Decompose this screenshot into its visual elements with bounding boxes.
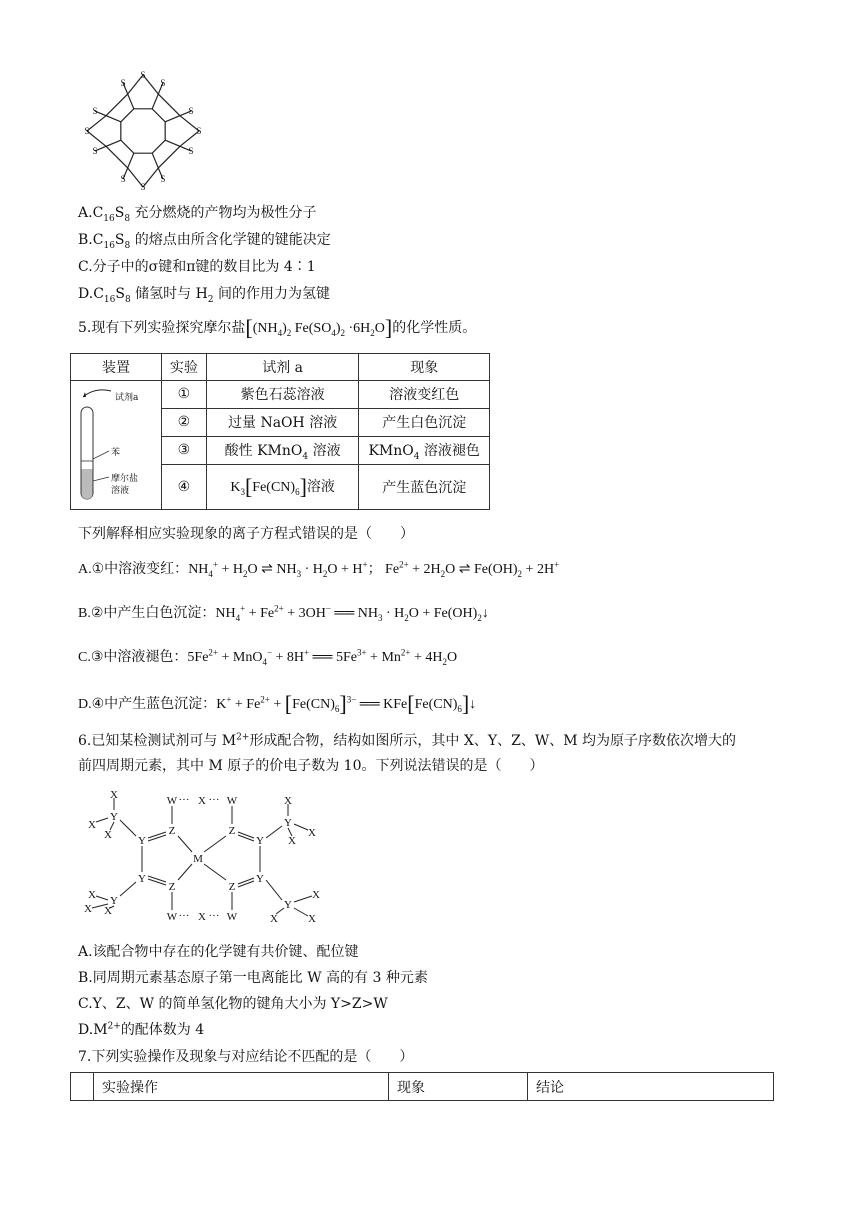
atom-x: X [104,829,112,841]
q5-formula: [$(NH_4)_2$ $Fe(SO_4)_2 \cdot 6H_2O$] [245,315,393,340]
sulfur-atom: S [188,106,194,117]
bond [294,824,308,830]
hydrogen-bond-dots: ··· [178,794,190,806]
label-reagent-a: 试剂a [115,393,139,403]
atom-y: Y [284,899,292,911]
bond [120,820,136,836]
bond [148,835,166,841]
q7-header-operation: 实验操作 [94,1073,389,1101]
bond [152,153,158,168]
sulfur-atom: S [188,145,194,156]
bond [158,94,180,116]
atom-x: X [88,889,96,901]
q7-stem: 7.下列实验操作及现象与对应结论不匹配的是（ ） [78,1049,414,1065]
bond [165,140,180,146]
atom-w: W [226,795,238,807]
atom-x: X [288,835,296,847]
sulfur-atom: S [120,77,126,88]
bond [238,881,254,887]
atom-x: X [110,790,118,801]
sulfur-atom: S [92,145,98,156]
bond [238,878,254,884]
bond [204,836,226,852]
atom-x: X [284,795,292,807]
atom-z: Z [168,881,176,893]
sulfur-atom: S [92,106,98,117]
q5-header-apparatus: 装置 [71,354,162,381]
atom-z: Z [228,881,236,893]
atom-x: X [198,911,206,923]
q6-option-b: B.同周期元素基态原子第一电离能比 W 高的有 3 种元素 [78,970,428,986]
atom-z: Z [228,825,236,837]
q4-option-a: $A.C_{16}S_8$ 充分燃烧的产物均为极性分子 [78,205,317,224]
q7-header-conclusion: 结论 [528,1073,774,1101]
label-salt: 摩尔盐 [111,474,139,484]
q5-table [70,353,490,510]
bond [106,140,121,146]
bond [106,94,128,116]
bond [120,882,136,896]
bond [96,818,108,822]
atom-w: W [166,795,178,807]
q6-option-d: $D.M^{2+}$的配体数为 4 [78,1021,205,1038]
bond [128,94,134,109]
atom-x: X [270,913,278,925]
q5-row2-reagent: 过量 NaOH 溶液 [206,408,359,436]
bond [87,116,106,131]
bond [294,896,312,902]
bond [148,832,166,838]
atom-x: X [308,827,316,839]
atom-w: W [166,911,178,923]
atom-x: X [198,795,206,807]
atom-y: Y [284,817,292,829]
q5-row2-num: ② [161,408,206,436]
bond [178,836,192,852]
complex-atoms [84,790,320,925]
hydrogen-bond-dots: ··· [208,910,220,922]
c16s8-structure [76,68,210,194]
bond [87,131,106,146]
sulfur-atom: S [84,126,90,136]
q5-question: 下列解释相应实验现象的离子方程式错误的是（ ） [78,526,414,542]
atom-x: X [104,905,112,917]
q6-option-a: A.该配合物中存在的化学键有共价键、配位键 [78,944,359,960]
atom-m: M [193,853,203,865]
bond [148,879,166,885]
q5-row3-phenomenon: KMnO$_4$ 溶液褪色 [359,436,490,464]
bond [266,880,282,900]
q5-apparatus-cell [71,381,162,510]
q5-row1-reagent: 紫色石蕊溶液 [206,381,359,409]
bond [178,864,192,880]
hydrogen-bond-dots: ··· [178,910,190,922]
sulfur-atom: S [140,182,146,192]
bond [266,826,282,838]
bond [238,832,254,838]
atom-x: X [308,913,316,925]
q5-row2-phenomenon: 产生白色沉淀 [359,408,490,436]
sulfur-atom: S [140,70,146,80]
q5-option-b: B.②中产生白色沉淀：$NH_4^+ + Fe^{2+} + 3OH^-$ ══ $NH_3 \cdot H_2O$ + $Fe(OH)_2↓$ [78,603,489,623]
bond [204,864,226,880]
bond [294,908,308,916]
atom-x: X [84,903,92,915]
bond [148,876,166,882]
hydrogen-bond-dots: ··· [208,794,220,806]
q4-option-c: C.分子中的σ键和π键的数目比为 4∶1 [78,259,316,275]
q5-row1-phenomenon: 溶液变红色 [359,381,490,409]
q7-header-index [71,1073,94,1101]
bond [106,146,128,168]
q6-option-c: C.Y、Z、W 的简单氢化物的键角大小为 Y>Z>W [78,996,388,1012]
label-benzene: 苯 [111,448,121,458]
atom-y: Y [138,835,146,847]
q5-header-reagent: 试剂 a [206,354,359,381]
q5-row4-reagent: $K_3[Fe(CN)_6]$溶液 [206,464,359,509]
q4-option-b: $B.C_{16}S_8$ 的熔点由所含化学键的键能决定 [78,232,331,251]
q5-row3-num: ③ [161,436,206,464]
bond [106,116,121,122]
q5-stem: 5.现有下列实验探究摩尔盐[$(NH_4)_2$ $Fe(SO_4)_2 \cdot 6H_2O$]的化学性质。 [78,315,477,340]
q6-stem-line1: 6.已知某检测试剂可与 $M^{2+}$形成配合物，结构如图所示，其中 X、Y、Z、W、M 均为原子序数依次增大的 [78,732,736,749]
q6-stem-line2: 前四周期元素，其中 M 原子的价电子数为 10。下列说法错误的是（ ） [78,758,544,774]
c16s8-bonds [87,75,202,187]
bond [165,116,180,122]
q5-row1-num: ① [161,381,206,409]
q5-row4-num: ④ [161,464,206,509]
atom-z: Z [168,825,176,837]
atom-y: Y [256,873,264,885]
sulfur-atom: S [196,126,202,136]
q5-option-c: C.③中溶液褪色：$5Fe^{2+} + MnO_4^- + 8H^+$ ══ $5Fe^{3+} + Mn^{2+} + 4H_2O$ [78,647,458,667]
atom-y: Y [256,835,264,847]
sulfur-atom: S [160,174,166,185]
atom-y: Y [110,895,118,907]
q7-header-phenomenon: 现象 [389,1073,528,1101]
q5-row4-phenomenon: 产生蓝色沉淀 [359,464,490,509]
q5-option-a: A.①中溶液变红：$NH_4^+ + H_2O$ ⇌ $NH_3 \cdot H_2O + H^+$； $Fe^{2+} + 2H_2O$ ⇌ $Fe(OH)_2 + 2H^+$ [78,559,560,579]
atom-y: Y [138,873,146,885]
q5-header-phenomenon: 现象 [359,354,490,381]
atom-x: X [88,819,96,831]
q7-table [70,1072,774,1101]
sulfur-atom: S [160,77,166,88]
bond [96,896,108,900]
atom-w: W [226,911,238,923]
q4-option-d: $D.C_{16}S_8$ 储氢时与 $H_2$ 间的作用力为氢键 [78,286,330,305]
bond [128,153,134,168]
bond [152,94,158,109]
sulfur-atom: S [120,174,126,185]
complex-structure [78,790,338,926]
bond [238,835,254,841]
atom-x: X [312,889,320,901]
label-solution: 溶液 [111,486,130,496]
bond [158,146,180,168]
c16s8-atoms [84,70,201,192]
q5-row3-reagent: 酸性 KMnO$_4$ 溶液 [206,436,359,464]
q5-header-experiment: 实验 [161,354,206,381]
atom-y: Y [110,811,118,823]
q5-option-d: D.④中产生蓝色沉淀：$K^+ + Fe^{2+} + [Fe(CN)_6]^{3-}$ ══ $KFe[Fe(CN)_6]↓$ [78,691,477,716]
inner-ring [121,109,165,153]
